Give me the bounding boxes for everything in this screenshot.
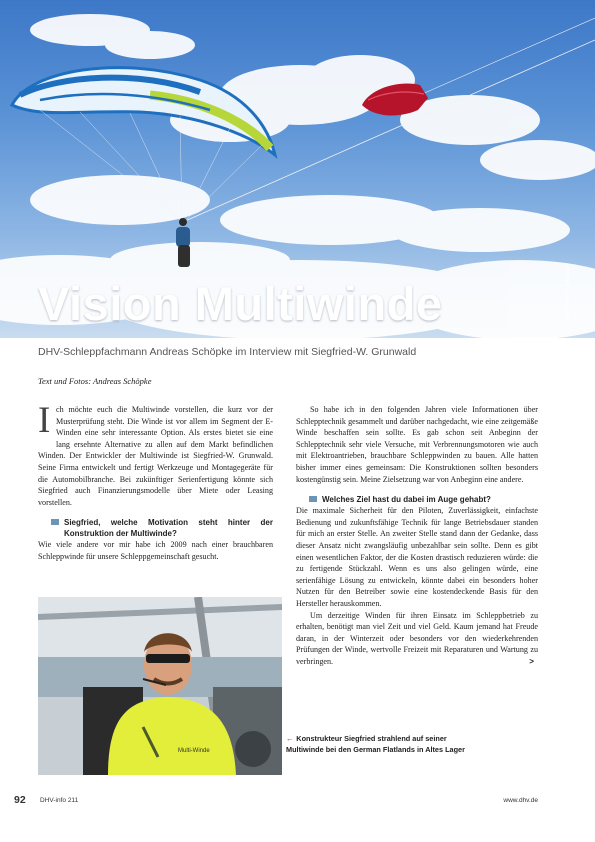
shirt-print: Multi-Winde bbox=[178, 748, 210, 754]
right-column bbox=[296, 404, 538, 667]
interview-question: Welches Ziel hast du dabei im Auge gehabt? bbox=[296, 494, 538, 505]
interview-question: Siegfried, welche Motivation steht hinter der Konstruktion der Multiwinde? bbox=[38, 517, 273, 539]
magazine-issue: DHV-info 211 bbox=[40, 797, 79, 804]
page-number: 92 bbox=[14, 794, 26, 806]
article-title: Vision Multiwinde bbox=[38, 277, 443, 330]
body-paragraph: Um derzeitige Winden für ihren Einsatz im Schleppbetrieb zu erhalten, benötigt man viel Zeit und viel Geld. Kaum jemand hat Freude daran, in der Winterzeit oder besonders vor den wiederkehrenden Prüfungen der Winde, wertvolle Freizeit mit Reparaturen und Wartung zu verbringen. > bbox=[296, 610, 538, 666]
hero-image bbox=[0, 0, 595, 338]
question-marker bbox=[51, 519, 59, 525]
photo-credit: ■ BJÖRN KLAASSEN bbox=[565, 262, 571, 320]
magazine-url: www.dhv.de bbox=[503, 797, 538, 804]
body-paragraph: So habe ich in den folgenden Jahren viele Informationen über Schlepptechnik gesammelt und darüber nachgedacht, wie eine zeitgemäße Winde beschaffen sein sollte. Es gab schon seit Anbeginn der Schlepptechnik sehr viele Versuche, mit Verbrennungsmotoren wie auch mit Elektroantrieben, brauchbare Schleppwinden zu bauen. Alle hatten bisher immer eines gemeinsam: Die Konstruktionen sollten besonders kostengünstig sein. Meine Zielsetzung war von Anbeginn eine andere. bbox=[296, 405, 538, 484]
byline: Text und Fotos: Andreas Schöpke bbox=[38, 376, 152, 386]
caption-arrow-icon: ← bbox=[286, 734, 294, 743]
photo-illustration bbox=[38, 597, 282, 775]
continue-mark: > bbox=[529, 656, 534, 666]
left-column bbox=[38, 400, 273, 563]
interview-answer: Wie viele andere vor mir habe ich 2009 nach einer brauchbaren Schleppwinde für unsere Schleppgemeinschaft gesucht. bbox=[38, 540, 273, 561]
photo-caption: ← Konstrukteur Siegfried strahlend auf seiner Multiwinde bei den German Flatlands in Altes Lager bbox=[286, 734, 465, 754]
pilot bbox=[176, 218, 190, 267]
interview-answer: Die maximale Sicherheit für den Piloten, Zuverlässigkeit, einfachste Bedienung und zukunftsfähige Technik für lange Betriebsdauer standen für mich an erster Stelle. An zweiter Stelle stand dann der Gedanke, dass dieser Ansatz nicht zwangsläufig unbezahlbar sein sollte. Denn es gibt einen wesentlichen Faktor, der die Kosten drastisch reduzieren würde: die zu fertigende Stückzahl. Wenn es uns also gelingen würde, eine serienfähige Lösung zu entwickeln, könnte dabei ein besonders hoher Nutzen für den Betreiber sowie eine kostendeckende Basis für den Hersteller herauskommen. bbox=[296, 506, 538, 608]
intro-paragraph bbox=[38, 400, 273, 508]
portrait-photo bbox=[38, 597, 282, 775]
drop-cap: I bbox=[38, 400, 51, 441]
question-marker bbox=[309, 496, 317, 502]
article-subtitle: DHV-Schleppfachmann Andreas Schöpke im Interview mit Siegfried-W. Grunwald bbox=[38, 346, 417, 358]
intro-text: ch möchte euch die Multiwinde vorstellen, die kurz vor der Musterprüfung steht. Die Winde ist vor allem im Segment der E-Winden eine sehr interessante Option. Als erstes bietet sie eine lang ersehnte Alternative zu allen auf dem Markt befindlichen Winden. Der Entwickler der Multiwinde ist Siegfried-W. Grunwald. Seine Firma entwickelt und fertigt Werkzeuge und Montagegeräte für die Automobilbranche. Bei zukünftiger Serienfertigung könnte sich Siegfried auch Finanzierungsmodelle über Miete oder Leasing vorstellen. bbox=[38, 405, 273, 507]
